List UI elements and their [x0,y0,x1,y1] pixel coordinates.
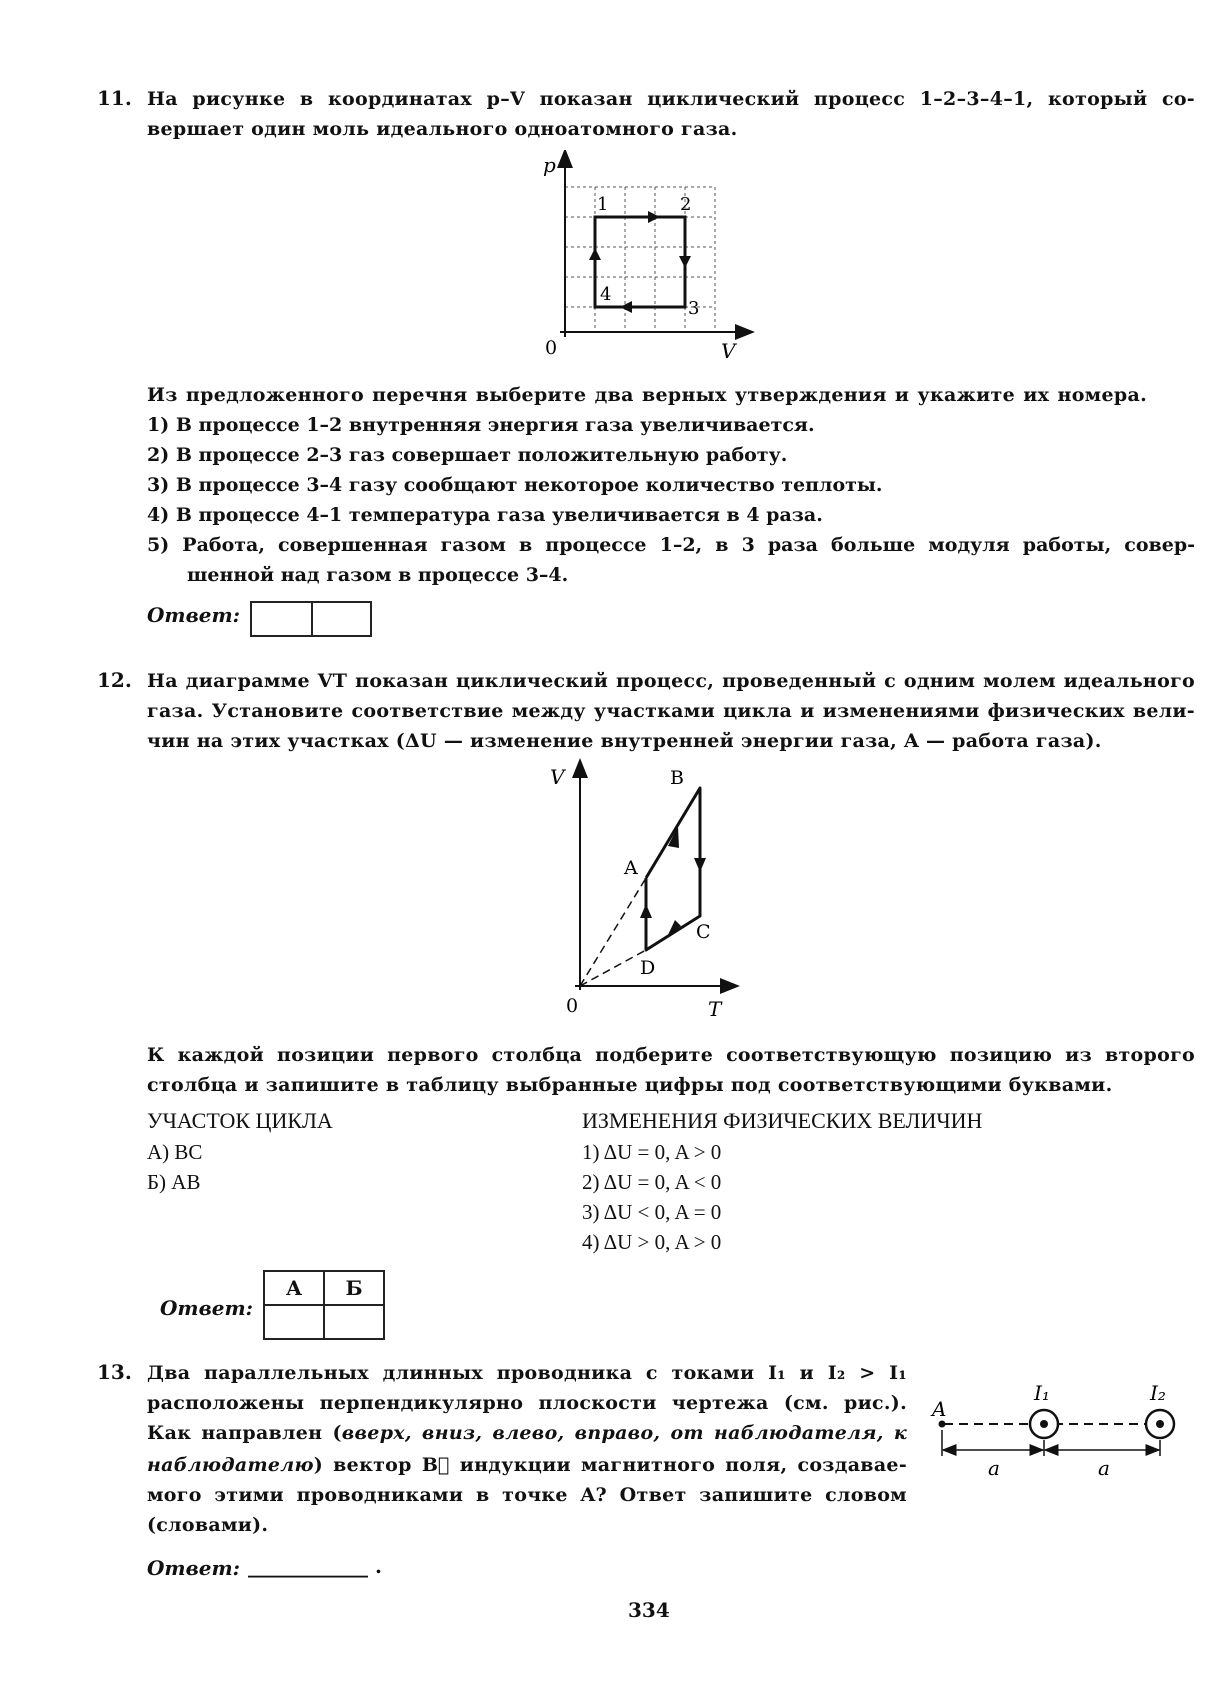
vt-point-c: C [696,921,711,943]
wire-i2-dot [1156,1420,1164,1428]
pv-label-p: p [543,153,556,177]
q12-answer-cell-a[interactable] [264,1305,324,1339]
q12-table-header-a: А [264,1271,324,1305]
arrow-1-2 [648,211,660,223]
q13-line3 [147,1418,907,1448]
q12-line2: газа. Установите соответствие между участками цикла и изменениями физических вели- [147,700,1195,722]
vt-label-v: V [550,765,565,789]
q11-option-5: 5) Работа, совершенная газом в процессе 1–2, в 3 раза больше модуля работы, совер- [147,534,1195,556]
q11-answer-cell-2[interactable] [311,601,372,637]
q11-option-4: 4) В процессе 4–1 температура газа увеличивается в 4 раза. [147,504,823,526]
fig-dist-1: a [988,1456,1000,1480]
q12-col1-item-1: А) BC [147,1140,203,1164]
q11-prompt: Из предложенного перечня выберите два верных утверждения и укажите их номера. [147,384,1147,406]
arrow-3-4 [620,301,632,313]
q12-table-header-b: Б [324,1271,384,1305]
wire-i1-dot [1040,1420,1048,1428]
q11-option-3: 3) В процессе 3–4 газу сообщают некоторое количество теплоты. [147,474,883,496]
q12-line3: чин на этих участках (ΔU — изменение внутренней энергии газа, A — работа газа). [147,730,1102,752]
q11-option-1: 1) В процессе 1–2 внутренняя энергия газа увеличивается. [147,414,815,436]
vt-point-b: B [670,767,684,789]
fig-label-i2: I₂ [1150,1381,1166,1405]
q12-answer-table [263,1270,385,1340]
pv-label-v: V [721,339,736,363]
vt-point-a: A [624,857,638,879]
q13-line6: (словами). [147,1514,269,1536]
q13-line3-start: Как направлен ( [147,1422,342,1444]
pv-point-3: 3 [688,298,700,319]
fig-label-a: A [932,1397,947,1421]
arrow-2-3 [679,256,691,268]
arrow-4-1 [589,248,601,260]
q11-line1: На рисунке в координатах p–V показан циклический процесс 1–2–3–4–1, который со- [147,88,1195,110]
vt-point-d: D [640,957,656,979]
q12-col2-header: ИЗМЕНЕНИЯ ФИЗИЧЕСКИХ ВЕЛИЧИН [582,1108,983,1133]
fig-label-i1: I₁ [1034,1381,1050,1405]
q13-toward-observer: наблюдателю [147,1454,314,1476]
q13-line1: Два параллельных длинных проводника с токами I₁ и I₂ > I₁ [147,1362,907,1384]
q12-col2-item-4: 4) ΔU > 0, A > 0 [582,1230,722,1254]
point-a [939,1421,946,1428]
q12-col1-item-2: Б) AB [147,1170,201,1194]
q13-line5: мого этими проводниками в точке A? Ответ запишите словом [147,1484,907,1506]
pv-point-2: 2 [680,194,692,215]
page-number: 334 [628,1598,670,1622]
vt-origin: 0 [566,995,579,1017]
q12-answer-label: Ответ: [160,1296,253,1320]
q11-option-2: 2) В процессе 2–3 газ совершает положительную работу. [147,444,788,466]
q12-col1-header: УЧАСТОК ЦИКЛА [147,1108,333,1133]
q13-line2: расположены перпендикулярно плоскости чертежа (см. рис.). [147,1392,907,1414]
q11-answer-label: Ответ: [147,603,240,627]
pv-point-1: 1 [597,194,609,215]
q12-col2-item-3: 3) ΔU < 0, A = 0 [582,1200,722,1224]
q11-line2: вершает один моль идеального одноатомного газа. [147,118,738,140]
q13-directions: вверх, вниз, влево, вправо, от наблюдателя, к [341,1422,907,1444]
arrow-d-a [640,904,652,918]
q13-line4 [147,1450,907,1480]
vt-dash-od [580,950,646,986]
q12-line1: На диаграмме VT показан циклический процесс, проведенный с одним молем идеального [147,670,1195,692]
q12-instr1: К каждой позиции первого столбца подберите соответствующую позицию из второго [147,1044,1195,1066]
wires-figure [930,1380,1190,1480]
q13-answer-label: Ответ: [147,1556,240,1580]
arrow-b-c [694,858,706,872]
q12-col2-item-2: 2) ΔU = 0, A < 0 [582,1170,722,1194]
fig-dist-2: a [1098,1456,1110,1480]
vt-graph [540,758,760,1023]
q12-number: 12. [97,668,132,692]
q12-instr2: столбца и запишите в таблицу выбранные цифры под соответствующими буквами. [147,1074,1113,1096]
q13-line4-rest: ) вектор B⃗ индукции магнитного поля, создавае- [313,1454,907,1476]
vt-dash-oa [580,878,646,986]
q11-answer-cell-1[interactable] [250,601,313,637]
q11-number: 11. [97,86,132,110]
q11-answer-box[interactable] [250,601,372,637]
vt-label-t: T [708,997,722,1021]
q12-col2-item-1: 1) ΔU = 0, A > 0 [582,1140,722,1164]
q12-answer-cell-b[interactable] [324,1305,384,1339]
q13-answer-blank[interactable]: ____________ . [248,1554,382,1578]
pv-point-4: 4 [600,284,612,305]
pv-graph [535,150,755,370]
pv-origin: 0 [545,337,558,359]
q11-option-5-cont: шенной над газом в процессе 3–4. [187,564,569,586]
q13-number: 13. [97,1360,132,1384]
